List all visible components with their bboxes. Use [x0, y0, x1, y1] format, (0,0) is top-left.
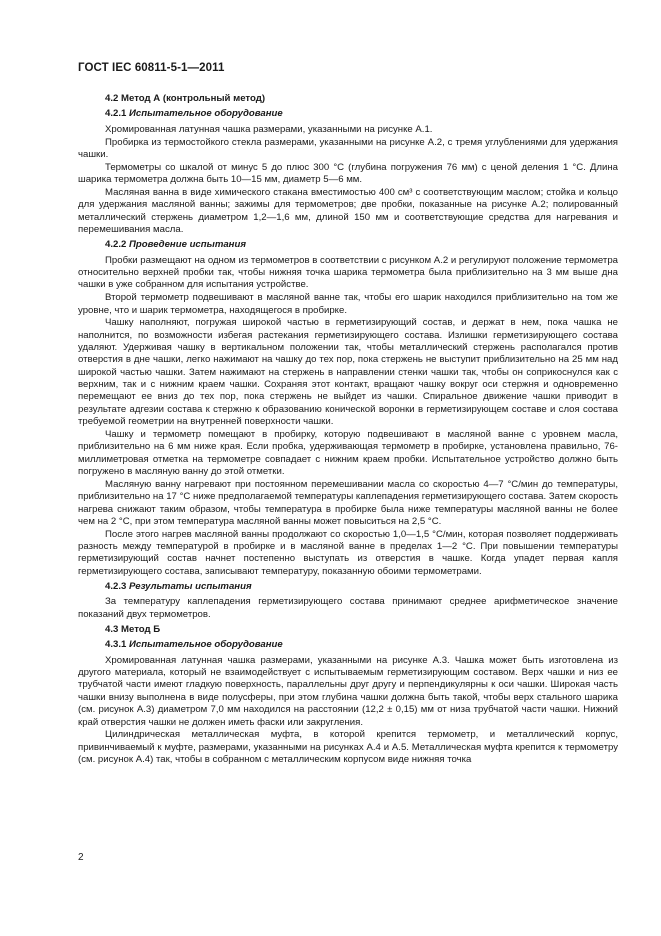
paragraph: Пробирка из термостойкого стекла размерами, указанными на рисунке А.2, с тремя углублениями для удержания чашки.	[78, 136, 618, 160]
section-heading	[78, 93, 618, 105]
paragraph: Хромированная латунная чашка размерами, указанными на рисунке А.3. Чашка может быть изготовлена из другого материала, который не взаимодействует с испытываемым герметизирующим составом. Верх чашки и низ ее трубчатой части имеют гладкую поверхность, параллельны друг другу и перпендикулярны к оси чашки. Широкая часть чашки внизу выполнена в виде полусферы, при этом глубина чашки должна быть такой, чтобы верх стального шарика (см. рисунок А.3) диаметром 7,0 мм находился на расстоянии (12,2 ± 0,15) мм от низа трубчатой части чашки. Нижний край отверстия чашки не должен иметь фаски или закругления.	[78, 654, 618, 728]
section-number: 4.2.3	[105, 581, 127, 593]
section-heading	[78, 581, 618, 593]
paragraph: Хромированная латунная чашка размерами, указанными на рисунке А.1.	[105, 123, 433, 135]
paragraph: Цилиндрическая металлическая муфта, в которой крепится термометр, и металлический корпус, привинчиваемый к муфте, размерами, указанными на рисунках А.4 и А.5. Металлическая муфта крепится к термометру (см. рисунок А.4) так, чтобы в собранном с металлическим корпусом виде нижняя точка	[78, 729, 618, 766]
paragraph: Пробки размещают на одном из термометров в соответствии с рисунком А.2 и регулируют положение термометра относительно верхней пробки так, чтобы нижняя точка шарика термометра была приблизительно на 3 мм выше дна чашки в уже собранном для испытания устройстве.	[78, 254, 618, 291]
section-heading	[78, 639, 618, 651]
section-number: 4.3	[105, 624, 119, 636]
section-number: 4.2.1	[105, 108, 127, 120]
section-heading	[78, 624, 618, 636]
section-title: Результаты испытания	[129, 581, 252, 593]
paragraph: Чашку наполняют, погружая широкой частью в герметизирующий состав, и держат в нем, пока чашка не наполнится, по возможности избегая растекания герметизирующего состава. Излишки герметизирующего состава удаляют. Удерживая чашку в вертикальном положении так, чтобы металлический стержень располагался против отверстия в дне чашки, легко нажимают на чашку до тех пор, пока стержень не выступит приблизительно на 25 мм над широкой частью чашки. Затем нажимают на стержень в направлении стенки чашки так, чтобы он соприкоснулся как с верхним, так и с нижним краем чашки. Сохраняя этот контакт, вращают чашку вокруг оси стержня и одновременно перемещают ее вниз до тех пор, пока стержень не выйдет из чашки. Спиральное движение чашки приводит в результате адгезии состава к стержню к образованию конической воронки в герметизирующем составе и слоя состава требуемой геометрии на внутренней поверхности чашки.	[78, 317, 618, 428]
section-number: 4.3.1	[105, 639, 127, 651]
section-title: Проведение испытания	[129, 239, 246, 251]
paragraph: За температуру каплепадения герметизирующего состава принимают среднее арифметическое значение показаний двух термометров.	[78, 596, 618, 620]
document-header: ГОСТ IEC 60811-5-1—2011	[78, 62, 225, 74]
paragraph: Масляная ванна в виде химического стакана вместимостью 400 см³ с соответствующим маслом; стойка и кольцо для удержания масляной ванны; зажимы для термометров; две пробки, показанные на рисунке А.2; полированный металлический стержень диаметром 1,2—1,6 мм, длиной 150 мм и соответствующие средства для нагревания и перемешивания масла.	[78, 186, 618, 235]
document-body	[78, 90, 618, 767]
section-title: Испытательное оборудование	[129, 639, 283, 651]
section-heading	[78, 239, 618, 251]
section-title: Метод Б	[121, 624, 161, 636]
paragraph: Термометры со шкалой от минус 5 до плюс 300 °С (глубина погружения 76 мм) с ценой деления 1 °С. Длина шарика термометра должна быть 10—15 мм, диаметр 5—6 мм.	[78, 161, 618, 186]
paragraph: Масляную ванну нагревают при постоянном перемешивании масла со скоростью 4—7 °С/мин до температуры, приблизительно на 17 °С ниже предполагаемой температуры каплепадения герметизирующего состава. Затем скорость нагрева снижают таким образом, чтобы температура в пробирке была ниже температуры масляной ванны не более чем на 2 °С, при этом температура масляной ванны может повыситься на 2,5 °С.	[78, 478, 618, 527]
section-title: Метод А (контрольный метод)	[121, 93, 266, 104]
section-number: 4.2	[105, 93, 119, 104]
paragraph: Чашку и термометр помещают в пробирку, которую подвешивают в масляной ванне с уровнем масла, приблизительно на 6 мм ниже края. Если пробка, удерживающая термометр в пробирке, установлена правильно, 76-миллиметровая отметка на термометре совпадает с нижним краем пробки. Испытательное устройство должно быть погружено в масляную ванну до этой отметки.	[78, 428, 618, 477]
page-number: 2	[78, 852, 84, 863]
section-title: Испытательное оборудование	[129, 108, 283, 120]
paragraph: После этого нагрев масляной ванны продолжают со скоростью 1,0—1,5 °С/мин, которая позволяет поддерживать разность между температурой в пробирке и в масляной ванне в пределах 1—2 °С. При повышении температуры герметизирующий состав начнет постепенно выступать из отверстия в чашке. Когда упадет первая капля герметизирующего состава, записывают температуру, показанную обоими термометрами.	[78, 528, 618, 577]
section-number: 4.2.2	[105, 239, 127, 251]
section-heading	[78, 108, 618, 120]
paragraph: Второй термометр подвешивают в масляной ванне так, чтобы его шарик находился приблизительно на том же уровне, что и шарик термометра, находящегося в пробирке.	[78, 292, 618, 316]
